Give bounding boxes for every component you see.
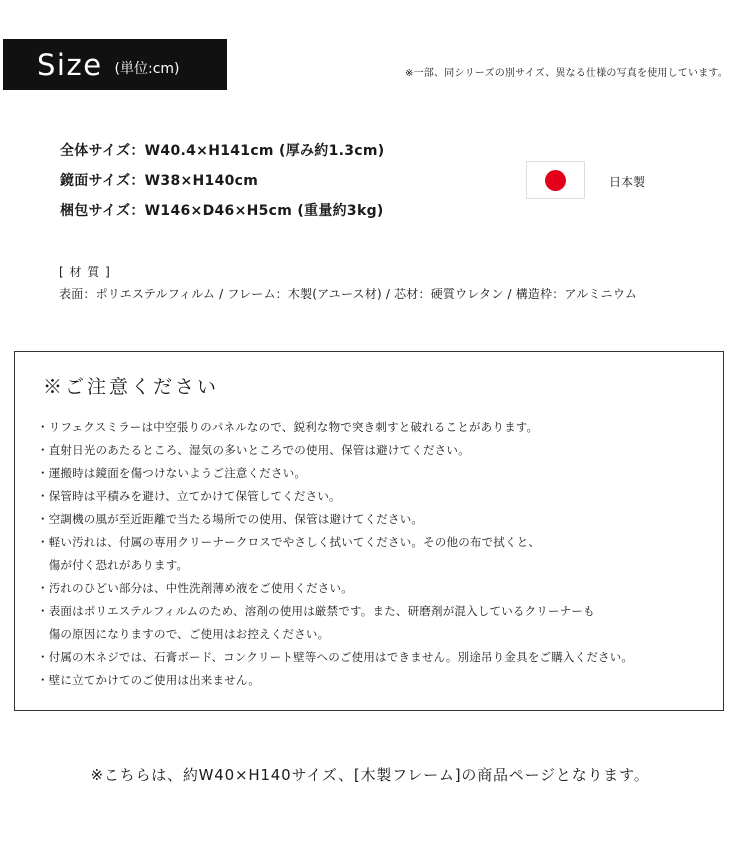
japan-flag-icon xyxy=(526,161,585,199)
materials-title: [ 材 質 ] xyxy=(59,265,111,279)
caution-list xyxy=(37,416,633,692)
caution-item: ・リフェクスミラーは中空張りのパネルなので、鋭利な物で突き刺すと破れることがあります。 xyxy=(37,420,539,434)
caution-item: 傷の原因になりますので、ご使用はお控えください。 xyxy=(37,627,330,641)
caution-item: ・空調機の風が至近距離で当たる場所での使用、保管は避けてください。 xyxy=(37,512,424,526)
origin-label: 日本製 xyxy=(609,175,646,189)
caution-box xyxy=(14,351,724,711)
size-heading: Size xyxy=(37,47,103,82)
flag-sun xyxy=(545,170,566,191)
caution-item: ・直射日光のあたるところ、湿気の多いところでの使用、保管は避けてください。 xyxy=(37,443,470,457)
package-size: 梱包サイズ：W146×D46×H5cm (重量約3kg) xyxy=(60,203,384,219)
mirror-size: 鏡面サイズ：W38×H140cm xyxy=(60,173,259,189)
caution-item: ・表面はポリエステルフィルムのため、溶剤の使用は厳禁です。また、研磨剤が混入しているクリーナーも xyxy=(37,604,595,618)
photo-note: ※一部、同シリーズの別サイズ、異なる仕様の写真を使用しています。 xyxy=(405,68,728,79)
caution-item: ・運搬時は鏡面を傷つけないようご注意ください。 xyxy=(37,466,307,480)
dimensions-block xyxy=(60,140,384,230)
caution-item: ・保管時は平積みを避け、立てかけて保管してください。 xyxy=(37,489,341,503)
overall-size: 全体サイズ：W40.4×H141cm (厚み約1.3cm) xyxy=(60,143,385,159)
size-badge xyxy=(3,39,227,90)
product-page-note: ※こちらは、約W40×H140サイズ、[木製フレーム]の商品ページとなります。 xyxy=(90,766,650,784)
size-unit-label: (単位:cm) xyxy=(114,60,180,77)
caution-item: ・付属の木ネジでは、石膏ボード、コンクリート壁等へのご使用はできません。別途吊り金具をご購入ください。 xyxy=(37,650,634,664)
caution-item: ・汚れのひどい部分は、中性洗剤薄め液をご使用ください。 xyxy=(37,581,353,595)
caution-title: ※ご注意ください xyxy=(43,376,220,398)
materials-text: 表面：ポリエステルフィルム / フレーム：木製(アユース材) / 芯材：硬質ウレタン / 構造枠：アルミニウム xyxy=(59,287,638,301)
caution-item: ・壁に立てかけてのご使用は出来ません。 xyxy=(37,673,260,687)
caution-item: 傷が付く恐れがあります。 xyxy=(37,558,189,572)
caution-item: ・軽い汚れは、付属の専用クリーナークロスでやさしく拭いてください。その他の布で拭くと、 xyxy=(37,535,541,549)
